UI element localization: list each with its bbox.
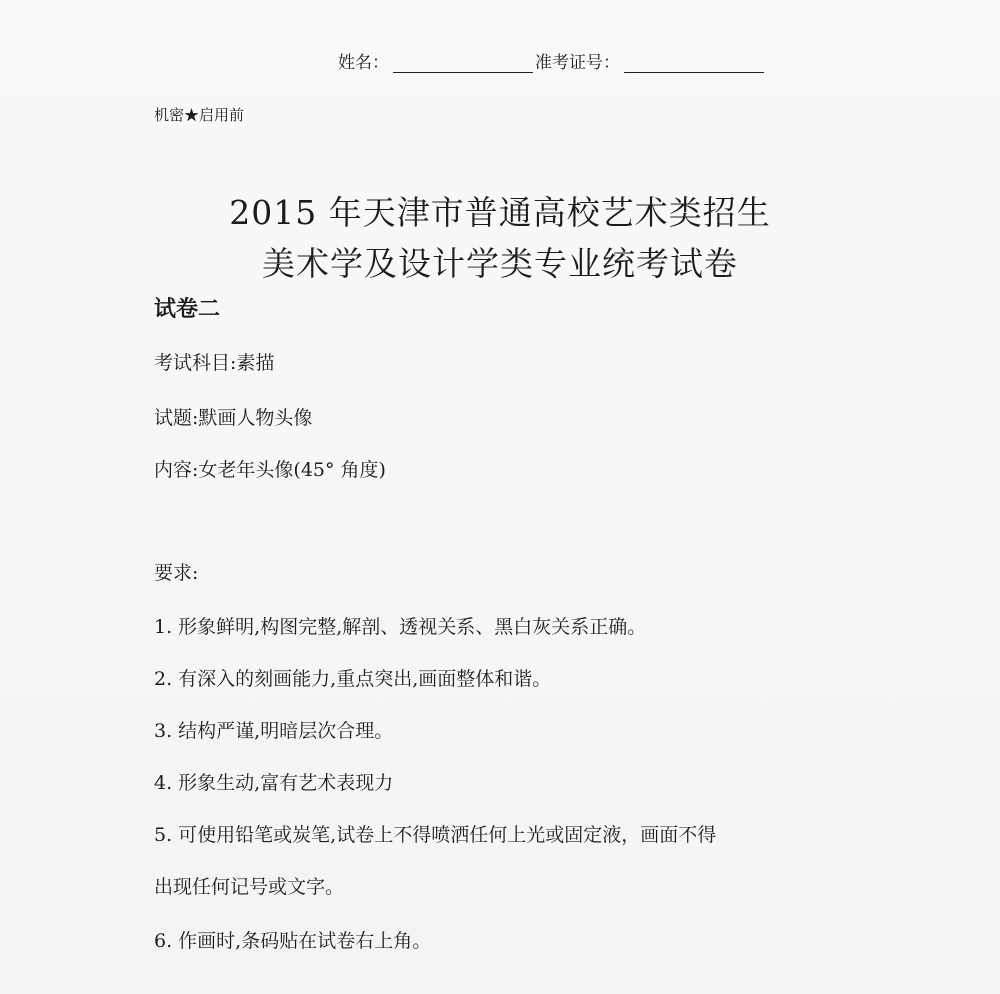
exam-id-label: 准考证号：: [535, 53, 620, 73]
requirement-item: 3. 结构严谨,明暗层次合理。: [154, 720, 394, 742]
candidate-info-line: [338, 48, 766, 73]
exam-id-blank-line: [624, 54, 764, 73]
requirement-item: 6. 作画时,条码贴在试卷右上角。: [154, 930, 432, 952]
exam-content: 内容:女老年头像(45° 角度): [154, 459, 386, 481]
requirement-item: 1. 形象鲜明,构图完整,解剖、透视关系、黑白灰关系正确。: [154, 616, 647, 638]
requirement-item: 4. 形象生动,富有艺术表现力: [154, 772, 394, 794]
name-blank-line: [393, 54, 533, 73]
exam-question: 试题:默画人物头像: [154, 407, 313, 429]
requirement-item: 2. 有深入的刻画能力,重点突出,画面整体和谐。: [154, 668, 552, 690]
confidential-mark: 机密★启用前: [154, 106, 245, 124]
paper-number-label: 试卷二: [154, 297, 221, 322]
requirement-item-continuation: 出现任何记号或文字。: [154, 876, 345, 898]
requirement-item: 5. 可使用铅笔或炭笔,试卷上不得喷洒任何上光或固定液，画面不得: [154, 824, 717, 846]
exam-subject: 考试科目:素描: [154, 352, 275, 374]
name-label: 姓名：: [338, 53, 389, 73]
exam-title-line-2: 美术学及设计学类专业统考试卷: [262, 244, 738, 283]
exam-title-line-1: 2015 年天津市普通高校艺术类招生: [229, 193, 771, 232]
requirements-title: 要求:: [154, 562, 199, 584]
